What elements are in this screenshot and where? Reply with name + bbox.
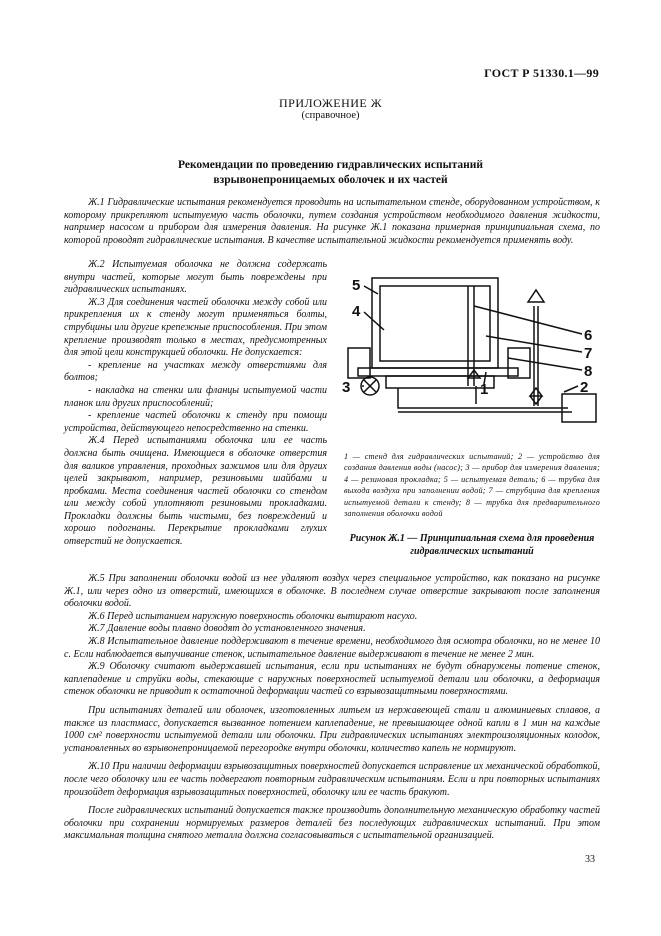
paragraph-zh1: Ж.1 Гидравлические испытания рекомендуется проводить на испытательном стенде, оборудованном устройством, к которому прикрепляют испытуемую часть оболочки, путем создания устройством необходимого давления жидкости, например насосом и прибором для измерения давления. На рисунке Ж.1 показана примерная принципиальная схема, по которой проводят гидравлические испытания. В качестве испытательной жидкости рекомендуется применять воду.	[64, 197, 600, 246]
fill-funnel	[528, 290, 544, 302]
figure-label-4: 4	[352, 303, 361, 320]
figure-label-2: 2	[580, 379, 589, 396]
paragraph-zh6: Ж.6 Перед испытанием наружную поверхность оболочки вытирают насухо.	[88, 610, 418, 622]
paragraph-zh2: Ж.2 Испытуемая оболочка не должна содержать внутри частей, которые могут быть повреждены при гидравлических испытаниях.	[64, 259, 327, 296]
test-stand-diagram	[338, 266, 600, 446]
figure-label-6: 6	[584, 327, 593, 344]
figure-title: Рисунок Ж.1 — Принципиальная схема для проведения гидравлических испытаний	[349, 533, 595, 557]
paragraph-zh3-item2: - накладка на стенки или фланцы испытуемой части планок или других приспособлений;	[64, 384, 327, 409]
paragraph-zh3-item3: - крепление частей оболочки к стенду при помощи устройства, действующего непосредственно на стенки.	[64, 410, 327, 434]
paragraph-zh5: Ж.5 При заполнении оболочки водой из нее удаляют воздух через специальное устройство, как показано на рисунке Ж.1, или через одно из отверстий, имеющихся в оболочке. В последнем случае отверстие закрывают после заполнения оболочки водой.	[64, 573, 600, 610]
paragraph-zh9b: При испытаниях деталей или оболочек, изготовленных литьем из нержавеющей стали и алюминиевых сплавов, а также из пластмасс, допускается вызванное потением каплепадение, не превышающее одной капли в 1 мин на каждые 1000 см² поверхности испытуемой детали или оболочки. При гидравлических испытаниях электроизоляционных колодок, установленных во взрывонепроницаемой перегородке внутри оболочки, количество капель не нормируют.	[64, 704, 600, 754]
section-title-line2: взрывонепроницаемых оболочек и их частей	[213, 174, 448, 186]
tested-part-outline	[372, 278, 498, 368]
figure-caption-legend: 1 — стенд для гидравлических испытаний; 2 — устройство для создания давления воды (насос); 3 — прибор для измерения давления; 4 — резиновая прокладка; 5 — испытуемая деталь; 6 — трубка для выхода воздуха при заполнении водой; 7 — струбцина для крепления испытуемой детали к стенду; 8 — трубка для предварительного заполнения оболочки водой	[344, 452, 600, 519]
paragraph-zh8: Ж.8 Испытательное давление поддерживают в течение времени, необходимого для осмотра оболочки, но не менее 10 с. Если наблюдается выпучивание стенок, испытательное давление выдерживают в течение не менее 2 мин.	[64, 635, 600, 660]
paragraph-zh11: После гидравлических испытаний допускается также производить дополнительную механическую обработку частей оболочки при сохранении нормируемых размеров деталей без последующих гидравлических испытаний. При этом максимальная толщина снятого металла должна согласовываться с испытательной организацией.	[64, 805, 600, 842]
paragraph-zh3-item1: - крепление на участках между отверстиями для болтов;	[64, 359, 327, 384]
paragraph-zh9: Ж.9 Оболочку считают выдержавшей испытания, если при испытаниях не будут обнаружены потение стенок, каплепадение и струйки воды, стекающие с наружных поверхностей испытуемой детали или оболочки, а деформация стенок оболочки не приводит к остаточной деформации частей со взрывозащитными поверхностями.	[64, 661, 600, 698]
stand-plate	[358, 368, 518, 376]
paragraph-zh3: Ж.3 Для соединения частей оболочки между собой или прикрепления их к стенду могут применяться болты, струбцины или другие крепежные приспособления. При этом крепление производят только в местах, предусмотренных для этой цели конструкцией оболочки. Не допускается:	[64, 296, 327, 359]
page-number: 33	[585, 854, 595, 865]
appendix-title: ПРИЛОЖЕНИЕ Ж	[278, 96, 382, 110]
figure-label-8: 8	[584, 363, 593, 380]
left-column	[64, 259, 327, 549]
paragraph-zh10: Ж.10 При наличии деформации взрывозащитных поверхностей допускается исправление их механической обработкой, после чего оболочку или ее часть подвергают повторным гидравлическим испытаниям. Если и при повторных испытаниях произойдет деформация взрывозащитных поверхностей, оболочку или ее часть бракуют.	[64, 761, 600, 798]
figure-label-1: 1	[480, 381, 489, 398]
section-title	[0, 158, 661, 188]
paragraph-zh7: Ж.7 Давление воды плавно доводят до установленного значения.	[88, 623, 366, 635]
section-title-line1: Рекомендации по проведению гидравлических испытаний	[177, 159, 483, 171]
appendix-note: (справочное)	[301, 110, 360, 121]
main-text-lower	[64, 573, 600, 843]
paragraph-zh4: Ж.4 Перед испытаниями оболочка или ее часть должна быть очищена. Имеющиеся в оболочке отверстия для валиков управления, проходных зажимов или для других целей закрывают, например, резиновыми шайбами и пробками. Места соединения частей оболочки со стендом или между собой уплотняют резиновыми прокладками. Прокладки должны быть чистыми, без повреждений и хорошо подогнаны. Перекрытие прокладками глухих отверстий не допускается.	[64, 435, 327, 548]
figure-label-5: 5	[352, 277, 361, 294]
figure-label-3: 3	[342, 379, 351, 396]
figure-label-7: 7	[584, 345, 593, 362]
clamps	[348, 348, 530, 378]
document-header: ГОСТ Р 51330.1—99	[484, 66, 599, 80]
